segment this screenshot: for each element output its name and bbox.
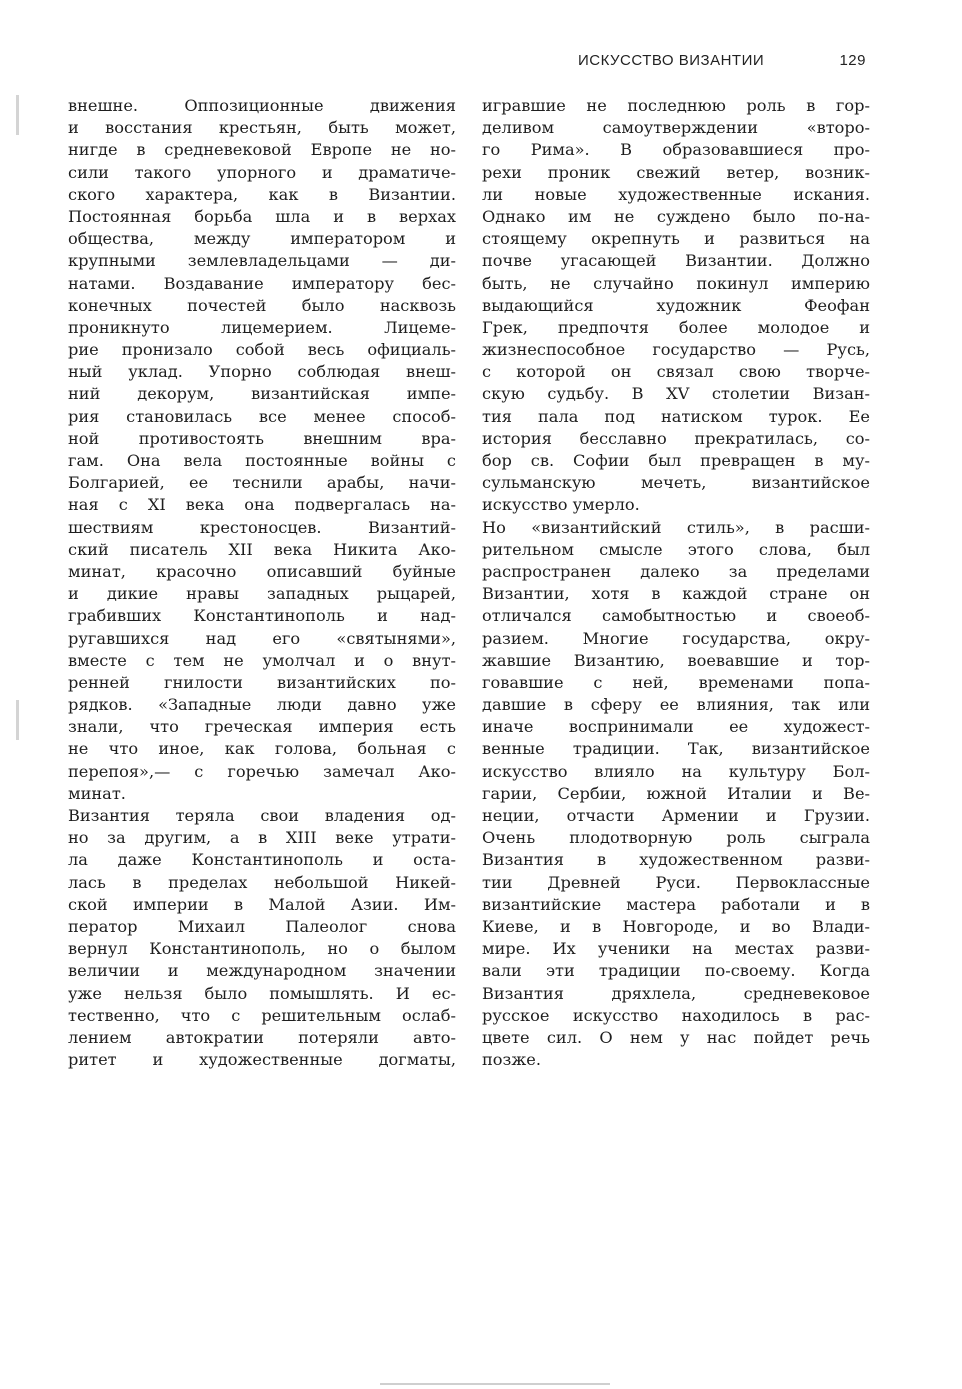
text-line: говавшие с ней, временами попа- [482,672,870,692]
text-line: скую судьбу. В XV столетии Визан- [482,384,870,404]
scan-margin-mark [16,700,19,740]
text-line: грабивших Константинополь и над- [68,606,456,626]
text-line: почве угасающей Византии. Должно [482,251,870,271]
text-line: го Рима». В образовавшиеся про- [482,140,870,160]
text-line: величии и международном значении [68,961,456,981]
text-line: внешне. Оппозиционные движения [68,96,456,115]
right-text-column [482,95,870,1071]
text-line: Византия в художественном разви- [482,850,870,870]
text-line: Грек, предпочтя более молодое и [482,317,870,337]
text-line: вернул Константинополь, но о былом [68,939,456,959]
text-line: и дикие нравы западных рыцарей, [68,584,456,604]
text-line: гарии, Сербии, южной Италии и Ве- [482,783,870,803]
text-line: Однако им не суждено было по-на- [482,206,870,226]
text-line: тественно, что с решительным ослаб- [68,1005,456,1025]
text-line: с которой он связал свою творче- [482,362,870,382]
text-line: и восстания крестьян, быть может, [68,118,456,138]
text-line: искусство умерло. [482,495,640,515]
text-line: Но «византийский стиль», в расши- [482,517,870,537]
text-line: рехи проник свежий ветер, возник- [482,162,870,182]
text-line: Византии, хотя в каждой стране он [482,584,870,604]
text-line: ругавшихся над его «святынями», [68,628,456,648]
text-line: рие пронизало собой весь официаль- [68,340,456,360]
text-line: уже нельзя было помышлять. И ес- [68,983,456,1003]
text-line: Киеве, и в Новгороде, и во Влади- [482,916,870,936]
text-line: Византия теряла свои владения од- [68,806,456,825]
text-line: ский писатель XII века Никита Ако- [68,539,456,559]
text-line: конечных почестей было насквозь [68,295,456,315]
page-number: 129 [839,52,866,69]
text-line: Болгарией, ее теснили арабы, начи- [68,473,456,493]
text-line: ли новые художественные искания. [482,184,870,204]
text-line: ной противостоять внешним вра- [68,428,456,448]
text-line: деливом самоутверждении «второ- [482,118,870,138]
text-line: не что иное, как голова, больная с [68,739,456,759]
text-line: быть, не случайно покинул империю [482,273,870,293]
text-line: шествиям крестоносцев. Византий- [68,517,456,537]
text-line: разием. Многие государства, окру- [482,628,870,648]
text-line: ла даже Константинополь и оста- [68,850,456,870]
text-line: минат. [68,783,126,803]
text-line: венные традиции. Так, византийское [482,739,870,759]
text-line: отличался самобытностью и своеоб- [482,606,870,626]
text-line: жизнеспособное государство — Русь, [482,340,870,360]
scan-bottom-mark [380,1383,610,1385]
text-line: русское искусство находилось в рас- [482,1005,870,1025]
text-line: знали, что греческая империя есть [68,717,456,737]
text-line: распространен далеко за пределами [482,561,870,581]
scan-margin-mark [16,95,19,135]
text-line: натами. Воздавание императору бес- [68,273,456,293]
text-line: нигде в средневековой Европе не но- [68,140,456,160]
left-text-column [68,95,456,1071]
text-line: общества, между императором и [68,229,456,249]
text-line: рядков. «Западные люди давно уже [68,695,456,715]
text-line: лась в пределах небольшой Никей- [68,872,456,892]
text-line: проникнуто лицемерием. Лицеме- [68,317,456,337]
text-line: тии Древней Руси. Первоклассные [482,872,870,892]
text-line: византийские мастера работали и в [482,894,870,914]
text-line: Византия дряхлела, средневековое [482,983,870,1003]
text-line: но за другим, а в XIII веке утрати- [68,828,456,848]
text-line: лением автократии потеряли авто- [68,1027,456,1047]
text-line: ского характера, как в Византии. [68,184,456,204]
text-line: позже. [482,1050,541,1070]
text-line: выдающийся художник Феофан [482,295,870,315]
text-line: искусство влияло на культуру Бол- [482,761,870,781]
text-line: игравшие не последнюю роль в гор- [482,96,870,115]
text-line: давшие в сферу ее влияния, так или [482,695,870,715]
text-line: сили такого упорного и драматиче- [68,162,456,182]
text-line: цвете сил. О нем у нас пойдет речь [482,1027,870,1047]
text-line: мире. Их ученики на местах разви- [482,939,870,959]
text-line: вали эти традиции по-своему. Когда [482,961,870,981]
text-line: ренней гнилости византийских по- [68,672,456,692]
text-line: крупными землевладельцами — ди- [68,251,456,271]
text-line: неции, отчасти Армении и Грузии. [482,806,870,825]
text-line: ператор Михаил Палеолог снова [68,916,456,936]
text-line: перепоя»,— с горечью замечал Ако- [68,761,456,781]
text-line: бор св. Софии был превращен в му- [482,451,870,470]
text-line: ской империи в Малой Азии. Им- [68,894,456,914]
text-line: ритет и художественные догматы, [68,1050,456,1070]
text-line: Очень плодотворную роль сыграла [482,828,870,848]
text-line: рительном смысле этого слова, был [482,539,870,559]
text-line: жавшие Византию, воевавшие и тор- [482,650,870,670]
text-line: минат, красочно описавший буйные [68,561,456,581]
text-line: сульманскую мечеть, византийское [482,473,870,493]
text-line: ный уклад. Упорно соблюдая внеш- [68,362,456,382]
text-line: вместе с тем не умолчал и о внут- [68,650,456,670]
text-line: гам. Она вела постоянные войны с [68,451,456,470]
text-line: тия пала под натиском турок. Ее [482,406,870,426]
text-line: иначе воспринимали ее художест- [482,717,870,737]
text-line: Постоянная борьба шла и в верхах [68,206,456,226]
text-line: стоящему окрепнуть и развиться на [482,229,870,249]
running-head-title: ИСКУССТВО ВИЗАНТИИ [578,52,765,69]
text-line: ний декорум, византийская импе- [68,384,456,404]
text-line: рия становилась все менее способ- [68,406,456,426]
text-line: история бесславно прекратилась, со- [482,428,870,448]
text-line: ная с XI века она подвергалась на- [68,495,456,515]
